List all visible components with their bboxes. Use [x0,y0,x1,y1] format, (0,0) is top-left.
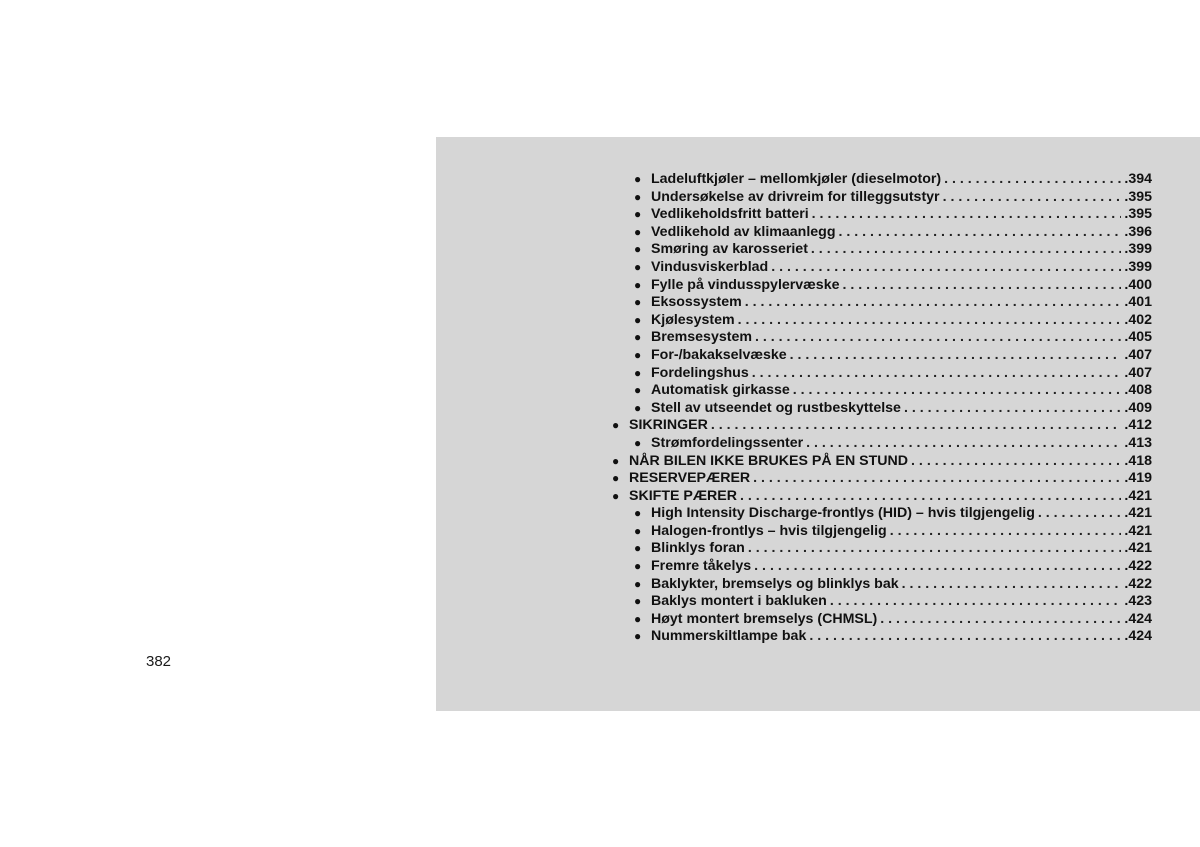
toc-entry-page: .405 [1124,329,1152,346]
dot-leader [793,382,1122,398]
toc-entry-page: .412 [1124,417,1152,434]
dot-leader [754,558,1121,574]
bullet-icon: ● [634,189,642,204]
bullet-icon: ● [634,506,642,521]
toc-entry[interactable] [612,312,1152,330]
bullet-icon: ● [634,594,642,609]
toc-entry-page: .402 [1124,311,1152,328]
toc-entry-page: .424 [1124,628,1152,645]
toc-entry-title: NÅR BILEN IKKE BRUKES PÅ EN STUND [629,452,909,469]
bullet-icon: ● [634,383,642,398]
toc-entry[interactable] [612,382,1152,400]
toc-entry-page: .424 [1124,610,1152,627]
toc-entry-page: .395 [1124,188,1152,205]
toc-entry-title: SIKRINGER [629,417,708,434]
toc-entry-title: Strømfordelingssenter [651,434,804,451]
bullet-icon: ● [634,207,642,222]
toc-entry-page: .395 [1124,206,1152,223]
toc-entry[interactable] [612,488,1152,506]
dot-leader [748,540,1122,556]
toc-entry[interactable] [612,540,1152,558]
dot-leader [752,365,1122,381]
toc-entry-page: .421 [1124,505,1152,522]
bullet-icon: ● [634,559,642,574]
toc-entry[interactable] [612,453,1152,471]
toc-entry[interactable] [612,523,1152,541]
bullet-icon: ● [634,330,642,345]
dot-leader [842,277,1121,293]
dot-leader [811,241,1121,257]
toc-entry[interactable] [612,277,1152,295]
toc-entry-title: Vedlikehold av klimaanlegg [651,223,836,240]
page-number: 382 [146,653,172,670]
toc-entry-title: Vindusviskerblad [651,258,769,275]
toc-entry-page: .407 [1124,346,1152,363]
toc-entry-title: Baklykter, bremselys og blinklys bak [651,575,899,592]
dot-leader [943,189,1122,205]
toc-entry-title: High Intensity Discharge-frontlys (HID) – hvis tilgjengelig [651,505,1035,522]
bullet-icon: ● [634,172,642,186]
dot-leader [771,259,1121,275]
toc-entry-page: .422 [1124,558,1152,575]
dot-leader [904,400,1121,416]
bullet-icon: ● [634,277,642,292]
table-of-contents-panel [436,137,1200,711]
toc-entry[interactable] [612,611,1152,629]
toc-entry-title: For-/bakakselvæske [651,346,787,363]
dot-leader [944,171,1121,187]
toc-entry[interactable] [612,347,1152,365]
toc-entry[interactable] [612,576,1152,594]
dot-leader [711,417,1122,433]
bullet-icon: ● [612,488,620,503]
dot-leader [745,294,1122,310]
toc-entry-page: .400 [1124,276,1152,293]
bullet-icon: ● [634,400,642,415]
bullet-icon: ● [634,611,642,626]
toc-entry-page: .421 [1124,487,1152,504]
toc-entry-title: Nummerskiltlampe bak [651,628,807,645]
toc-entry[interactable] [612,558,1152,576]
toc-entry-title: Bremsesystem [651,329,752,346]
toc-list [612,171,1152,646]
dot-leader [806,435,1121,451]
toc-entry-page: .418 [1124,452,1152,469]
toc-entry[interactable] [612,417,1152,435]
bullet-icon: ● [612,453,620,468]
toc-entry-page: .407 [1124,364,1152,381]
bullet-icon: ● [612,418,620,433]
toc-entry[interactable] [612,593,1152,611]
bullet-icon: ● [634,259,642,274]
dot-leader [740,488,1121,504]
toc-entry-page: .419 [1124,470,1152,487]
toc-entry[interactable] [612,400,1152,418]
toc-entry-page: .421 [1124,522,1152,539]
toc-entry-page: .396 [1124,223,1152,240]
bullet-icon: ● [634,435,642,450]
toc-entry[interactable] [612,294,1152,312]
dot-leader [790,347,1122,363]
toc-entry-title: Fordelingshus [651,364,749,381]
toc-entry-page: .422 [1124,575,1152,592]
dot-leader [880,611,1121,627]
toc-entry[interactable] [612,628,1152,646]
toc-entry-title: Stell av utseendet og rustbeskyttelse [651,399,901,416]
toc-entry[interactable] [612,329,1152,347]
toc-entry-title: Høyt montert bremselys (CHMSL) [651,610,878,627]
toc-entry[interactable] [612,224,1152,242]
toc-entry-title: Halogen-frontlys – hvis tilgjengelig [651,522,887,539]
toc-entry[interactable] [612,241,1152,259]
toc-entry-title: Eksossystem [651,294,742,311]
toc-entry-title: SKIFTE PÆRER [629,487,737,504]
dot-leader [753,470,1121,486]
dot-leader [738,312,1122,328]
toc-entry-title: Vedlikeholdsfritt batteri [651,206,809,223]
toc-entry[interactable] [612,505,1152,523]
bullet-icon: ● [634,629,642,644]
toc-entry-title: Ladeluftkjøler – mellomkjøler (dieselmotor) [651,171,942,187]
toc-entry-title: Automatisk girkasse [651,382,790,399]
toc-entry-title: Smøring av karosseriet [651,241,808,258]
toc-entry[interactable] [612,259,1152,277]
toc-entry-title: Kjølesystem [651,311,735,328]
toc-entry-title: RESERVEPÆRER [629,470,751,487]
bullet-icon: ● [634,242,642,257]
toc-entry-page: .394 [1124,171,1152,187]
toc-entry-page: .413 [1124,434,1152,451]
bullet-icon: ● [634,541,642,556]
toc-entry-page: .421 [1124,540,1152,557]
bullet-icon: ● [634,365,642,380]
dot-leader [1038,505,1121,521]
toc-entry-title: Baklys montert i bakluken [651,593,827,610]
dot-leader [839,224,1122,240]
toc-entry-page: .409 [1124,399,1152,416]
dot-leader [911,453,1121,469]
toc-entry[interactable] [612,470,1152,488]
toc-entry[interactable] [612,189,1152,207]
toc-entry-page: .399 [1124,241,1152,258]
toc-entry-title: Blinklys foran [651,540,745,557]
bullet-icon: ● [634,347,642,362]
toc-entry[interactable] [612,365,1152,383]
bullet-icon: ● [612,471,620,486]
toc-entry[interactable] [612,206,1152,224]
bullet-icon: ● [634,224,642,239]
toc-entry[interactable] [612,171,1152,189]
bullet-icon: ● [634,312,642,327]
toc-entry-page: .408 [1124,382,1152,399]
toc-entry-title: Undersøkelse av drivreim for tilleggsutstyr [651,188,940,205]
dot-leader [890,523,1122,539]
toc-entry-title: Fylle på vindusspylervæske [651,276,840,293]
dot-leader [830,593,1122,609]
dot-leader [809,628,1121,644]
dot-leader [812,206,1122,222]
bullet-icon: ● [634,576,642,591]
bullet-icon: ● [634,523,642,538]
toc-entry-page: .401 [1124,294,1152,311]
toc-entry-page: .399 [1124,258,1152,275]
bullet-icon: ● [634,295,642,310]
toc-entry[interactable] [612,435,1152,453]
dot-leader [755,329,1121,345]
toc-entry-page: .423 [1124,593,1152,610]
dot-leader [902,576,1122,592]
toc-entry-title: Fremre tåkelys [651,558,752,575]
